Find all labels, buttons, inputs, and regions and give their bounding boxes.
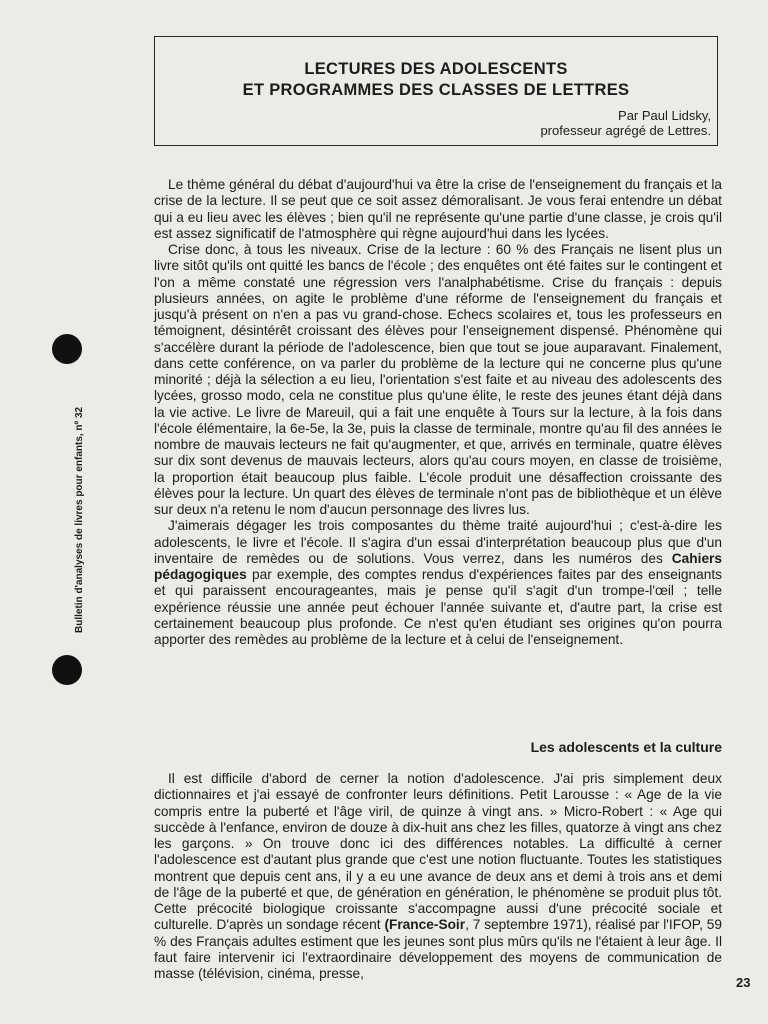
cahiers-pedagogiques-title: Cahiers pédagogiques <box>154 550 722 582</box>
intro-text <box>154 177 722 648</box>
article-title-line-1: LECTURES DES ADOLESCENTS <box>304 60 568 78</box>
binder-hole-bottom <box>52 655 82 685</box>
france-soir-source: (France-Soir <box>384 917 466 933</box>
section-paragraph-part-1: Il est difficile d'abord de cerner la notion d'adolescence. J'ai pris simplement deux dictionnaires et j'ai essayé de confronter leurs définitions. Petit Larousse : « Age de la vie compris entre la puberté et l'âge viril, de quinze à vingt ans. » Micro-Robert : « Age qui succède à l'enfance, environ de douze à dix-huit ans chez les filles, quatorze à vingt ans chez les garçons. » On trouve donc ici des différences notables. La difficulté à cerner l'adolescence est d'autant plus grande que c'est une notion fluctuante. Toutes les statistiques montrent que depuis cent ans, il y a eu une avance de deux ans et demi à trois ans et demi de l'âge de la puberté et que, de génération en génération, le phénomène se produit plus tôt. Cette précocité biologique croissante s'accompagne aussi d'une précocité sociale et culturelle. D'après un sondage récent <box>154 771 722 933</box>
running-title-vertical: Bulletin d'analyses de livres pour enfants, nº 32 <box>74 406 85 634</box>
paragraph-1: Le thème général du débat d'aujourd'hui va être la crise de l'enseignement du français et la crise de la lecture. Il se peut que ce soit assez démoralisant. Je vous ferai entendre un débat qui a eu lieu avec les élèves ; bien qu'il ne représente qu'une partie d'une classe, je crois qu'il est assez significatif de l'atmosphère qui règne aujourd'hui dans les lycées. <box>154 177 722 241</box>
paragraph-3-part-2: par exemple, des comptes rendus d'expériences faites par des enseignants et qui paraissent encourageantes, mais je pense qu'il s'agit d'un trompe-l'œil ; telle expérience réussie une année peut échouer l'année suivante et, d'autre part, la crise est certainement beaucoup plus profonde. Ce n'est qu'en étudiant ses origines qu'on pourra apporter des remèdes au problème de la lecture et à celui de l'enseignement. <box>154 567 722 647</box>
paragraph-3-part-1: J'aimerais dégager les trois composantes du thème traité aujourd'hui ; c'est-à-dire les adolescents, le livre et l'école. Il s'agira d'un essai d'interprétation beaucoup plus que d'un inventaire de remèdes ou de solutions. Vous verrez, dans les numéros des <box>154 518 722 566</box>
article-title-line-2: ET PROGRAMMES DES CLASSES DE LETTRES <box>242 81 630 99</box>
title-box <box>154 36 718 146</box>
author-name: Par Paul Lidsky, <box>618 108 711 123</box>
paragraph-3 <box>154 518 722 648</box>
section-paragraph-1 <box>154 771 722 982</box>
paragraph-2: Crise donc, à tous les niveaux. Crise de la lecture : 60 % des Français ne lisent plus un livre sitôt qu'ils ont quitté les bancs de l'école ; des enquêtes ont été faites sur le contingent et l'on a même constaté une régression vers l'analphabétisme. Crise du français : depuis plusieurs années, on agite le problème d'une réforme de l'enseignement du français et jusqu'à présent on n'en a pas vu grand-chose. Echecs scolaires et, tous les professeurs en témoignent, désintérêt croissant des élèves pour l'enseignement dispensé. Phénomène qui s'accélère durant la période de l'adolescence, bien que tout se joue auparavant. Finalement, dans cette conférence, on va parler du problème de la lecture qui ne concerne plus qu'une minorité ; déjà la sélection a eu lieu, l'orientation s'est faite et au niveau des adolescents des lycées, grosso modo, cela ne constitue plus qu'une élite, le reste des jeunes étant déjà dans la vie active. Le livre de Mareuil, qui a fait une enquête à Tours sur la lecture, à la fois dans l'école élémentaire, la 6e-5e, la 3e, puis la classe de terminale, montre qu'au fil des années le nombre de mauvais lecteurs ne fait qu'augmenter, et que, arrivés en terminale, quatre élèves sur dix sont devenus de mauvais lecteurs, alors qu'au cours moyen, en classe de troisième, la proportion était beaucoup plus faible. L'école produit une désaffection croissante des élèves pour la lecture. Un quart des élèves de terminale n'ont pas de bibliothèque et un élève sur deux n'a retenu le nom d'aucun personnage des livres lus. <box>154 242 722 517</box>
section-text <box>154 771 722 982</box>
section-paragraph-part-2: , 7 septembre 1971), réalisé par l'IFOP, 59 % des Français adultes estiment que les jeunes sont plus mûrs qu'ils ne l'étaient à leur âge. Il faut faire intervenir ici l'extraordinaire développement des moyens de communication de masse (télévision, cinéma, presse, <box>154 917 722 981</box>
binder-hole-top <box>52 334 82 364</box>
section-heading: Les adolescents et la culture <box>530 739 722 755</box>
page-number: 23 <box>736 975 751 990</box>
author-title: professeur agrégé de Lettres. <box>540 123 711 138</box>
